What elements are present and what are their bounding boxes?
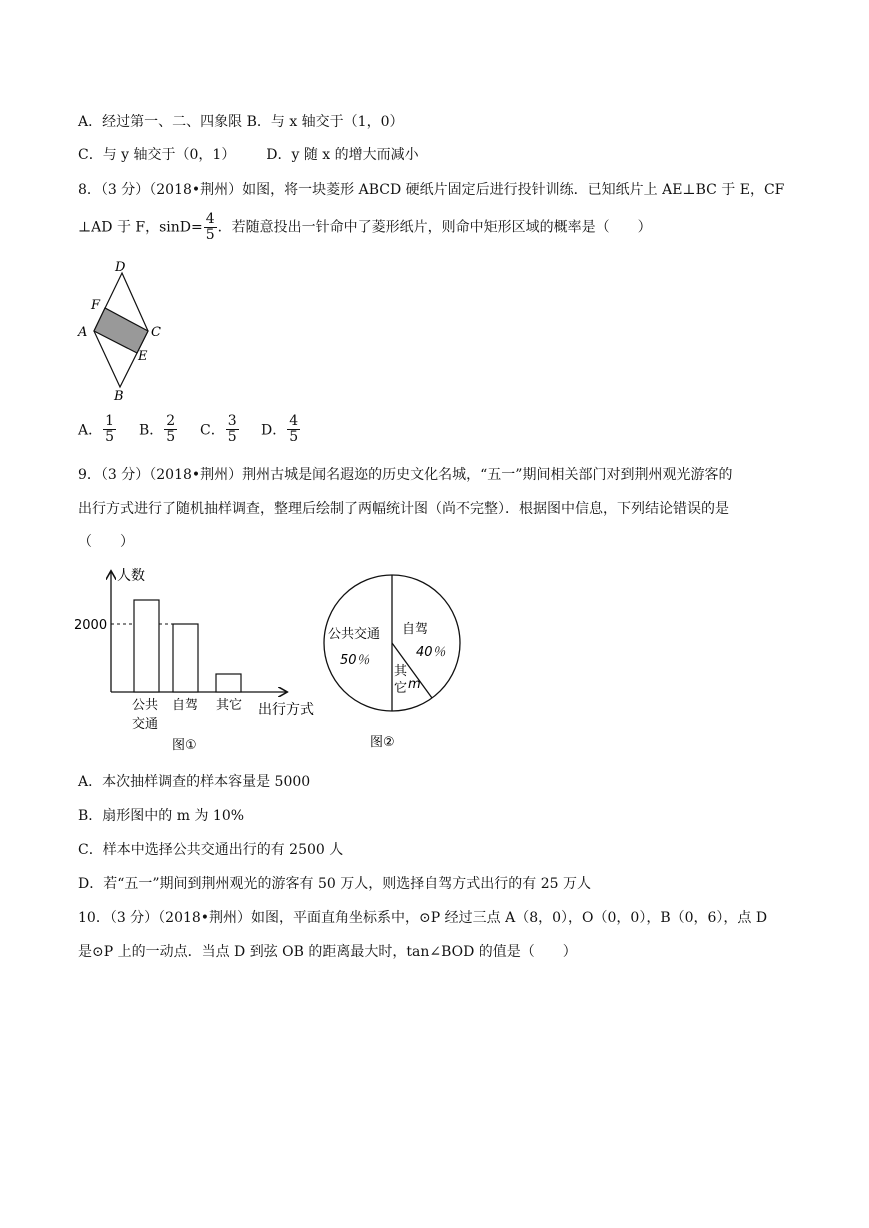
fraction-denominator: 5	[105, 429, 115, 445]
q8-sin-fraction	[204, 212, 217, 243]
q8-option-c	[200, 414, 240, 445]
label-f: F	[91, 298, 101, 313]
q8-option-d	[261, 414, 301, 445]
q7-option-c: C．与 y 轴交于（0，1）	[78, 147, 236, 163]
label-c: C	[151, 325, 161, 340]
pie-var-m: m	[408, 677, 421, 692]
q7-option-d: D．y 随 x 的增大而减小	[266, 147, 419, 163]
q9-option-c: C．样本中选择公共交通出行的有 2500 人	[78, 842, 344, 858]
y-tick-2000: 2000	[74, 618, 108, 633]
option-label: A．	[78, 422, 103, 439]
option-fraction	[164, 414, 177, 445]
option-fraction	[287, 414, 300, 445]
q7-option-a-b	[78, 112, 403, 132]
q9-option-b: B．扇形图中的 m 为 10%	[78, 808, 245, 824]
label-d: D	[115, 260, 126, 275]
fraction-numerator: 4	[289, 413, 299, 429]
option-label: B．	[139, 422, 164, 439]
fraction-denominator: 5	[227, 429, 237, 445]
cat-other: 其它	[216, 698, 243, 713]
pie-label-other-2: 它	[394, 681, 408, 696]
x-axis-label: 出行方式	[258, 702, 314, 718]
rectangle-aecf	[94, 308, 148, 353]
q8-line-2	[78, 212, 652, 243]
fraction-numerator: 2	[166, 413, 176, 429]
pie-pct-public: 50％	[340, 653, 370, 668]
pie-label-public: 公共交通	[328, 627, 381, 642]
q9-option-a: A．本次抽样调查的样本容量是 5000	[78, 774, 311, 790]
bar-public-transport	[134, 600, 159, 692]
pie-label-other-1: 其	[394, 664, 408, 679]
option-fraction	[103, 414, 116, 445]
pie-pct-self: 40％	[416, 645, 446, 660]
q7-option-b: B．与 x 轴交于（1，0）	[246, 114, 404, 130]
q8-line-2-post: ．若随意投出一针命中了菱形纸片，则命中矩形区域的概率是（ ）	[217, 219, 652, 236]
q10-line-2: 是⊙P 上的一动点．当点 D 到弦 OB 的距离最大时，tan∠BOD 的值是（ ）	[78, 944, 577, 960]
option-label: D．	[261, 422, 287, 439]
q8-option-b	[139, 414, 178, 445]
q9-line-1: 9．（3 分）（2018•荆州）荆州古城是闻名遐迩的历史文化名城，“五一”期间相关部门对到荆州观光游客的	[78, 467, 733, 483]
option-fraction	[226, 414, 239, 445]
option-label: C．	[200, 422, 225, 439]
y-axis-label: 人数	[117, 568, 145, 584]
fraction-numerator: 1	[105, 413, 115, 429]
rhombus-figure	[72, 256, 172, 406]
cat-public-2: 交通	[132, 717, 159, 732]
q7-option-c-d	[78, 145, 419, 165]
cat-public-1: 公共	[132, 698, 159, 713]
bar-chart-figure	[70, 560, 340, 760]
pie-chart-figure	[320, 560, 470, 760]
q7-option-a: A．经过第一、二、四象限	[78, 114, 243, 130]
q9-line-2: 出行方式进行了随机抽样调查，整理后绘制了两幅统计图（尚不完整）．根据图中信息，下列结论错误的是	[78, 501, 729, 517]
fraction-numerator: 4	[205, 211, 215, 227]
figure-1-caption: 图①	[172, 738, 197, 753]
bar-self-driving	[173, 624, 198, 692]
fraction-denominator: 5	[289, 429, 299, 445]
label-b: B	[114, 389, 124, 404]
cat-self: 自驾	[172, 698, 199, 713]
q9-line-3: （ ）	[78, 534, 134, 550]
label-e: E	[138, 349, 148, 364]
q8-line-1: 8．（3 分）（2018•荆州）如图，将一块菱形 ABCD 硬纸片固定后进行投针训练．已知纸片上 AE⊥BC 于 E，CF	[78, 182, 785, 198]
fraction-denominator: 5	[166, 429, 176, 445]
q9-option-d: D．若“五一”期间到荆州观光的游客有 50 万人，则选择自驾方式出行的有 25 万人	[78, 876, 591, 892]
fraction-numerator: 3	[227, 413, 237, 429]
bar-other	[216, 674, 241, 692]
fraction-denominator: 5	[205, 227, 215, 243]
q10-line-1: 10．（3 分）（2018•荆州）如图，平面直角坐标系中，⊙P 经过三点 A（8，0），O（0，0），B（0，6），点 D	[78, 910, 768, 926]
figure-2-caption: 图②	[370, 735, 395, 750]
q8-option-a	[78, 414, 117, 445]
pie-label-self: 自驾	[402, 622, 429, 637]
label-a: A	[78, 325, 88, 340]
q8-line-2-pre: ⊥AD 于 F，sinD=	[78, 219, 203, 236]
